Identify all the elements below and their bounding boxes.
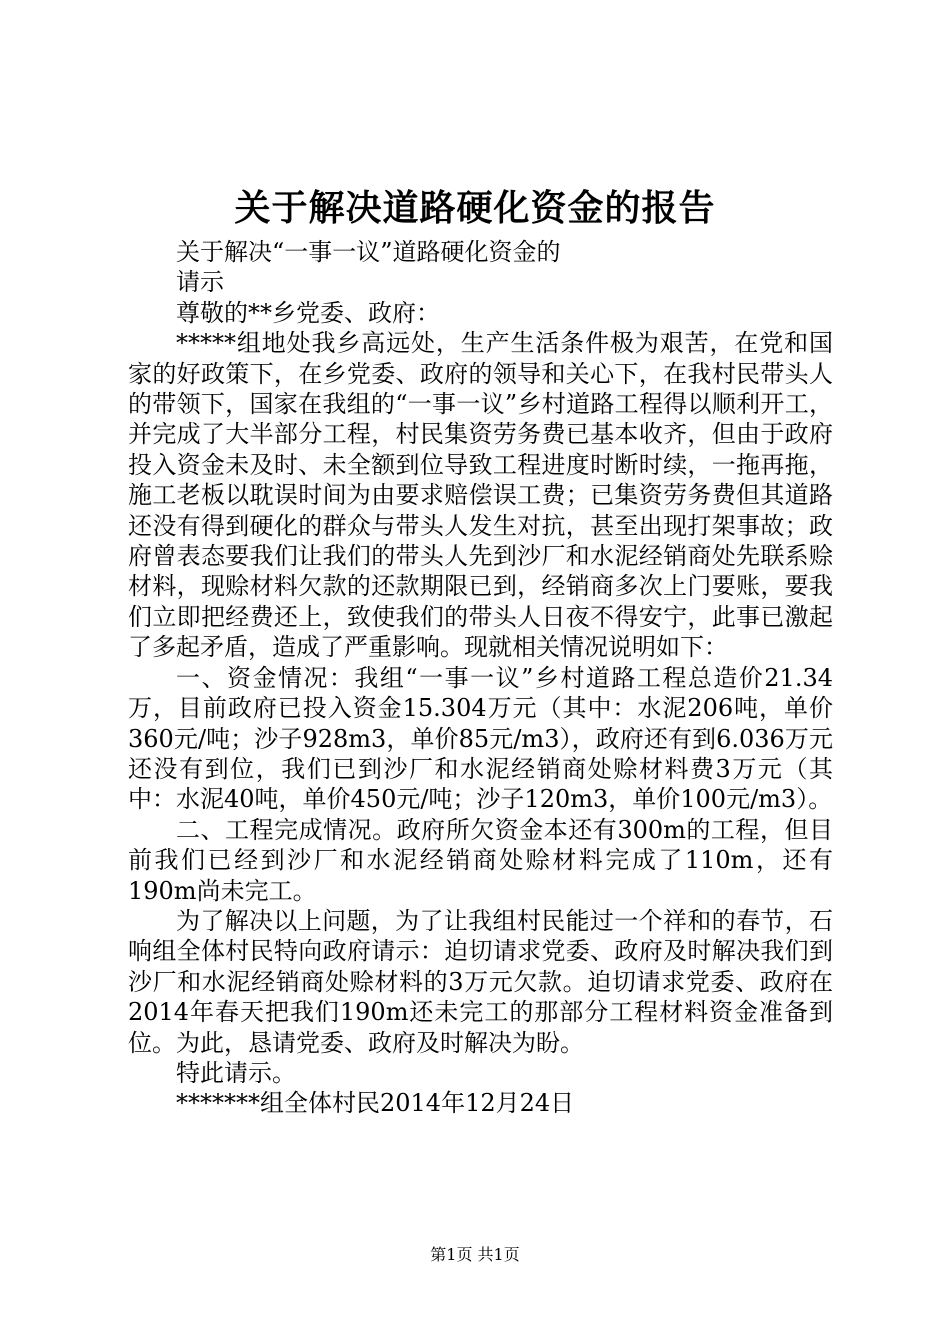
closing-line: 特此请示。 [176,1058,296,1087]
subject-line-continued: 请示 [176,268,224,297]
progress-paragraph: 二、工程完成情况。政府所欠资金本还有300m的工程，但目前我们已经到沙厂和水泥经销商处赊材料完成了110m，还有190m尚未完工。 [128,815,833,905]
document-body [128,237,833,1119]
intro-paragraph: *****组地处我乡高远处，生产生活条件极为艰苦，在党和国家的好政策下，在乡党委、政府的领导和关心下，在我村民带头人的带领下，国家在我组的“一事一议”乡村道路工程得以顺利开工，并完成了大半部分工程，村民集资劳务费已基本收齐，但由于政府投入资金未及时、未全额到位导致工程进度时断时续，一拖再拖，施工老板以耽误时间为由要求赔偿误工费；已集资劳务费但其道路还没有得到硬化的群众与带头人发生对抗，甚至出现打架事故；政府曾表态要我们让我们的带头人先到沙厂和水泥经销商处先联系赊材料，现赊材料欠款的还款期限已到，经销商多次上门要账，要我们立即把经费还上，致使我们的带头人日夜不得安宁，此事已激起了多起矛盾，造成了严重影响。现就相关情况说明如下： [128,329,833,662]
page-footer: 第1页 共1页 [430,1245,520,1264]
funding-paragraph: 一、资金情况：我组“一事一议”乡村道路工程总造价21.34万，目前政府已投入资金15.304万元（其中：水泥206吨，单价360元/吨；沙子928m3，单价85元/m3），政府还有到6.036万元还没有到位，我们已到沙厂和水泥经销商处赊材料费3万元（其中：水泥40吨，单价450元/吨；沙子120m3，单价100元/m3）。 [128,663,833,814]
salutation: 尊敬的**乡党委、政府： [176,298,440,327]
request-paragraph: 为了解决以上问题，为了让我组村民能过一个祥和的春节，石响组全体村民特向政府请示：迫切请求党委、政府及时解决我们到沙厂和水泥经销商处赊材料的3万元欠款。迫切请求党委、政府在2014年春天把我们190m还未完工的那部分工程材料资金准备到位。为此，恳请党委、政府及时解决为盼。 [128,906,833,1057]
document-title: 关于解决道路硬化资金的报告 [234,187,716,229]
subject-line: 关于解决“一事一议”道路硬化资金的 [176,238,561,266]
signature-line: *******组全体村民2014年12月24日 [176,1089,575,1118]
